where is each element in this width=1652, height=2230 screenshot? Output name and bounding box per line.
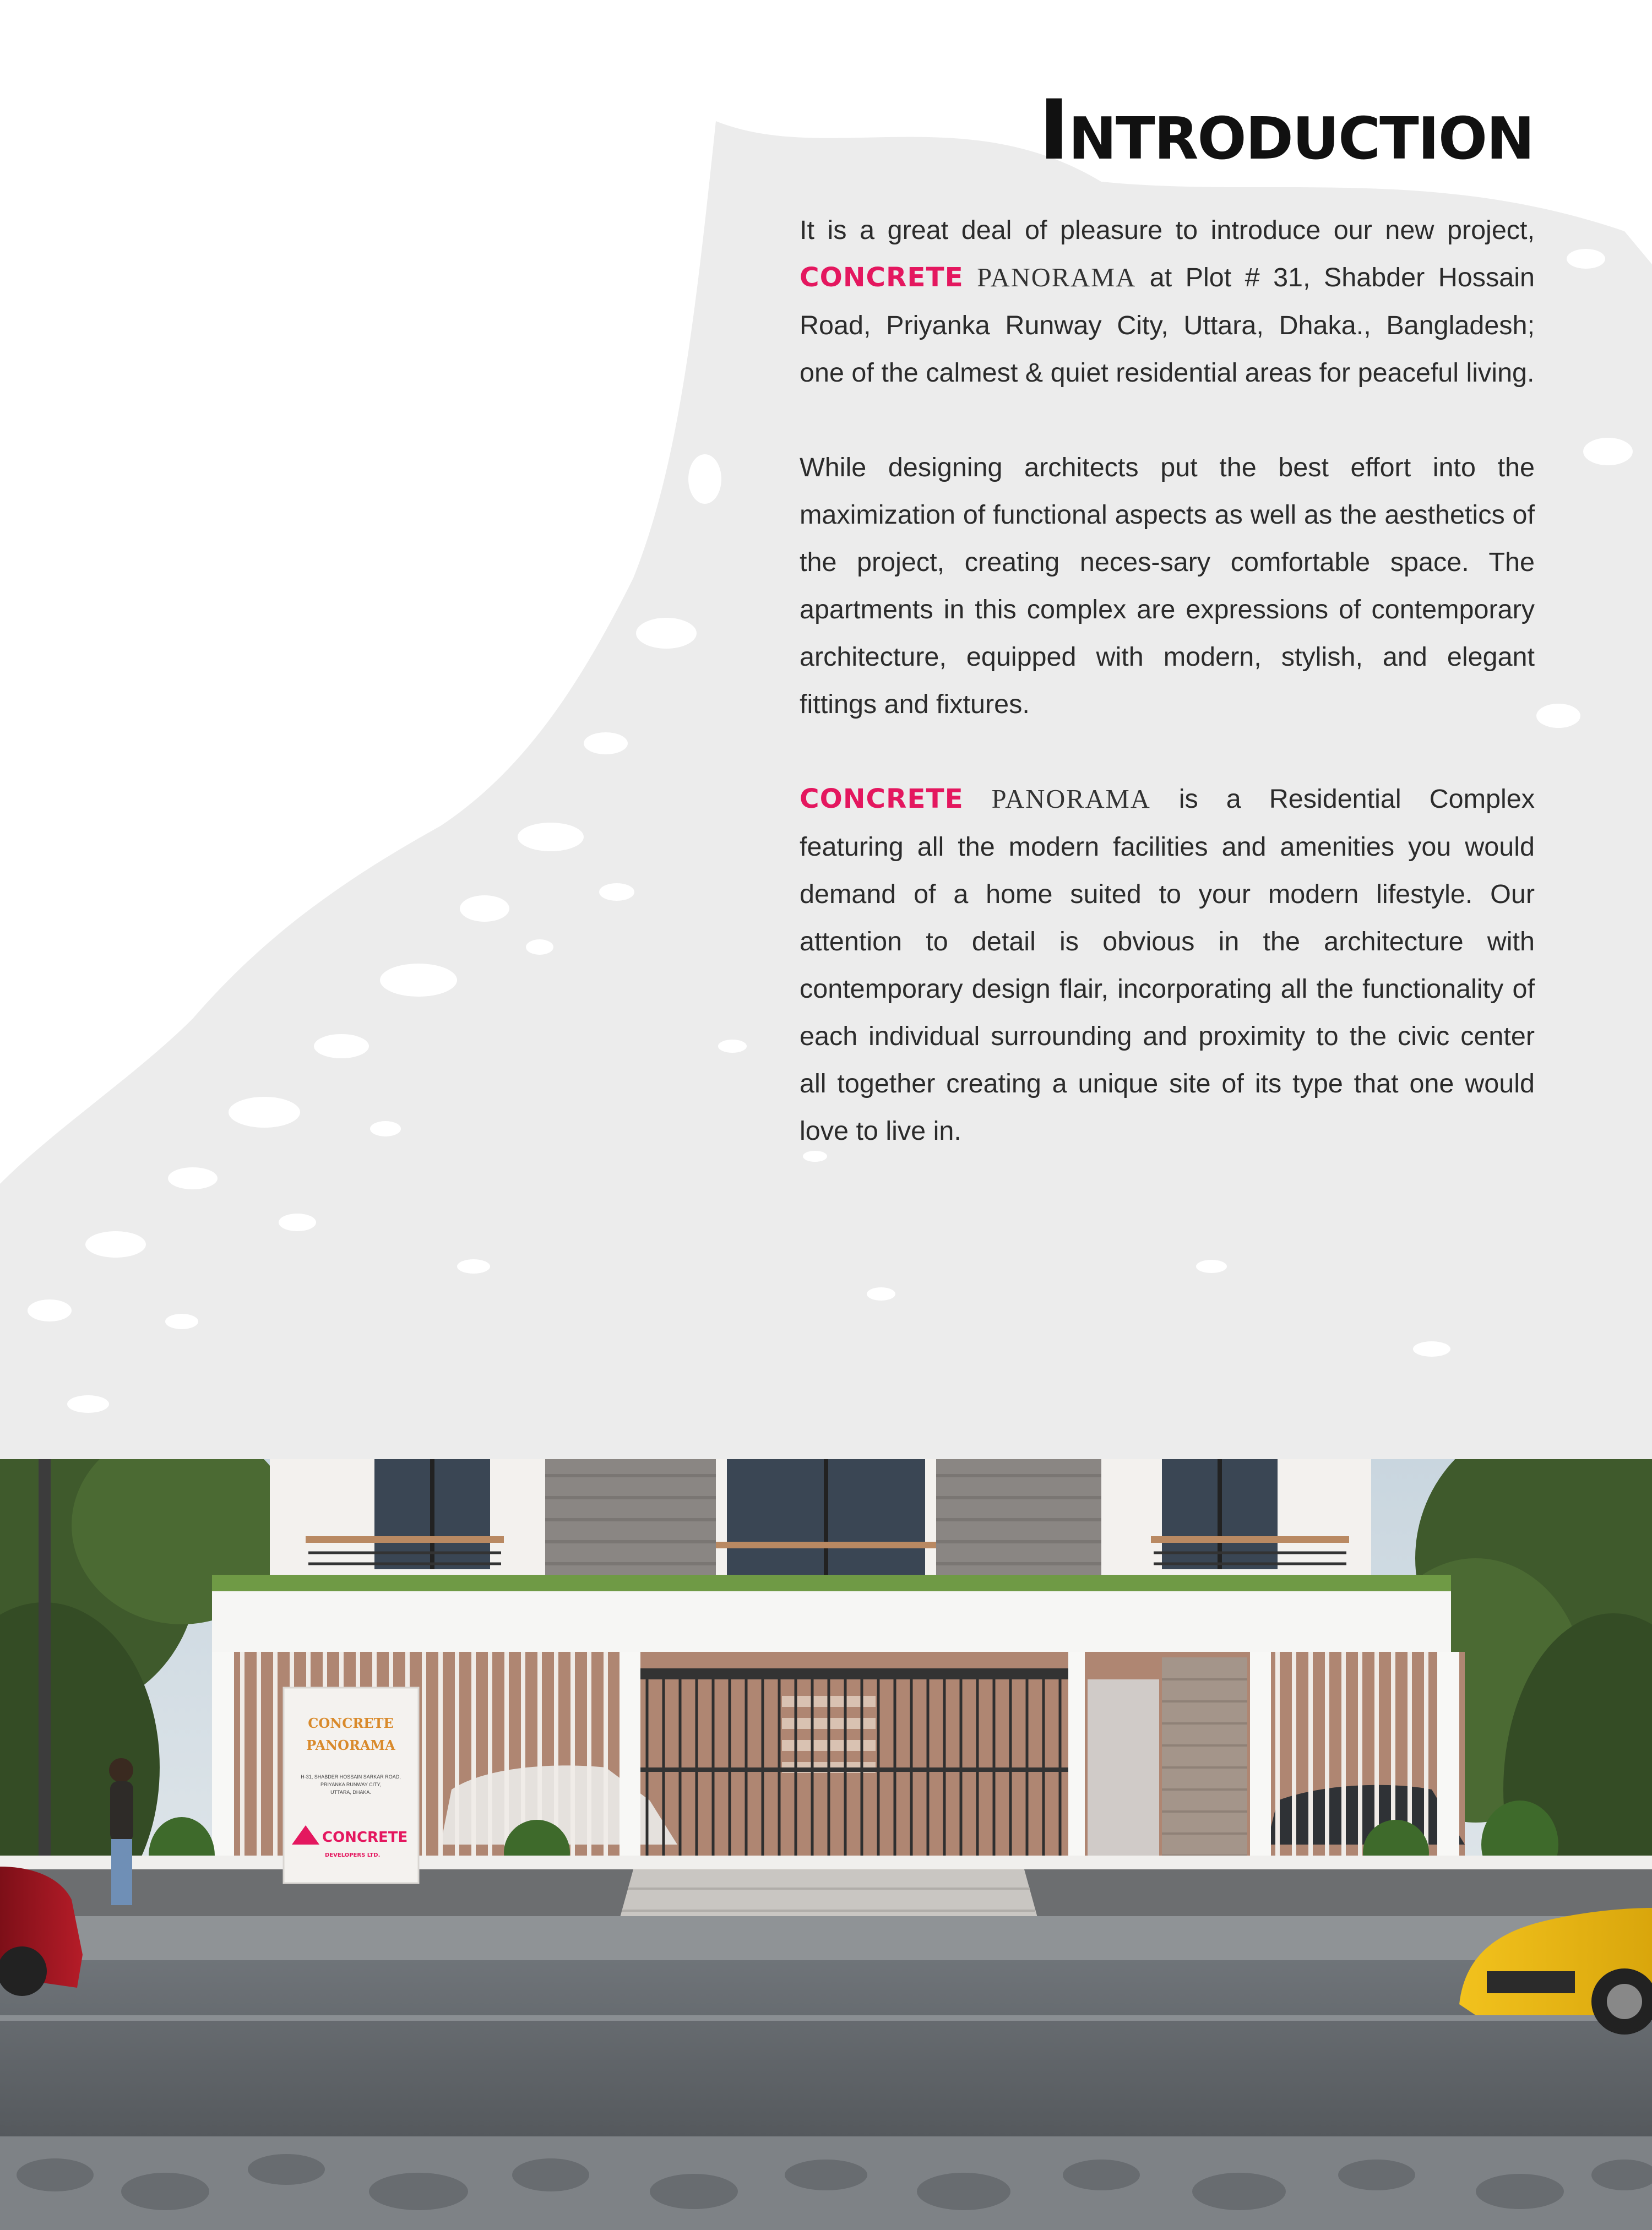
intro-paragraph-2: While designing architects put the best effort into the maximization of functional aspects as well as the aesthetics of the project, creating neces-sary comfortable space. The apartments in this complex are expressions of contemporary architecture, equipped with modern, stylish, and elegant fittings and fixtures. <box>800 453 1535 719</box>
paragraph-1-lead: It is a great deal of pleasure to introduce our new project, <box>800 215 1535 245</box>
signboard-line1: CONCRETE <box>308 1715 394 1731</box>
building-render-image <box>0 1459 1652 2230</box>
intro-paragraph-1 <box>800 206 1535 396</box>
signboard-line2: PANORAMA <box>306 1737 395 1753</box>
intro-paragraph-3 <box>800 775 1535 1155</box>
project-signboard <box>284 1688 419 1883</box>
signboard-address-3: UTTARA, DHAKA. <box>330 1790 371 1795</box>
brand-mark-concrete: CONCRETE <box>800 784 964 814</box>
signboard-company: CONCRETE <box>322 1829 408 1846</box>
introduction-body <box>800 206 1535 1202</box>
project-name-panorama: PANORAMA <box>977 263 1137 292</box>
signboard-address-2: PRIYANKA RUNWAY CITY, <box>320 1782 382 1787</box>
paragraph-1-rest: at Plot # 31, Shabder Hossain Road, Priyanka Runway City, Uttara, Dhaka., Bangladesh; one of the calmest & quiet residential areas for peaceful living. <box>800 263 1535 388</box>
project-name-panorama: PANORAMA <box>991 785 1151 814</box>
signboard-company-sub: DEVELOPERS LTD. <box>325 1852 381 1858</box>
brand-mark-concrete: CONCRETE <box>800 262 964 293</box>
signboard-address-1: H-31, SHABDER HOSSAIN SARKAR ROAD, <box>301 1774 401 1780</box>
page-title: Introduction <box>1039 83 1534 178</box>
paragraph-3-rest: is a Residential Complex featuring all the modern facilities and amenities you would demand of a home suited to your modern lifestyle. Our attention to detail is obvious in the architecture with contemporary design flair, incorporating all the functionality of each individual surrounding and proximity to the civic center all together creating a unique site of its type that one would love to live in. <box>800 784 1535 1146</box>
